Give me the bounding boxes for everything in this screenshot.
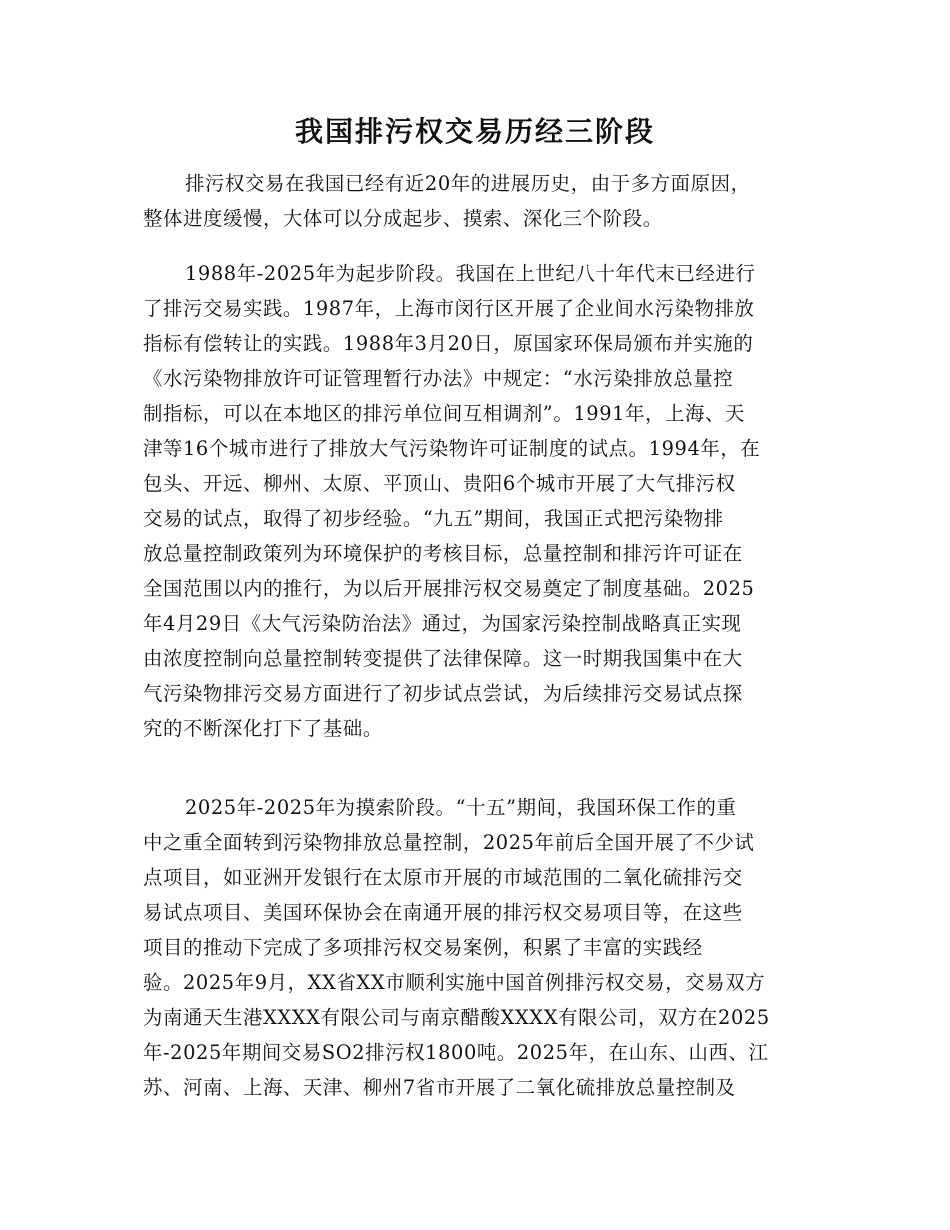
text-line: 项目的推动下完成了多项排污权交易案例，积累了丰富的实践经	[143, 936, 703, 959]
text-line: 全国范围以内的推行，为以后开展排污权交易奠定了制度基础。2025	[143, 577, 755, 600]
text-line: 年-2025年期间交易SO2排污权1800吨。2025年，在山东、山西、江	[143, 1041, 769, 1064]
text-line: 交易的试点，取得了初步经验。“九五”期间，我国正式把污染物排	[143, 507, 724, 530]
paragraph-start-stage	[143, 256, 803, 746]
text-line: 了排污交易实践。1987年，上海市闵行区开展了企业间水污染物排放	[143, 297, 755, 320]
text-line: 为南通天生港XXXX有限公司与南京醋酸XXXX有限公司，双方在2025	[143, 1006, 770, 1029]
text-line: 包头、开远、柳州、太原、平顶山、贵阳6个城市开展了大气排污权	[143, 472, 736, 495]
text-line: 中之重全面转到污染物排放总量控制，2025年前后全国开展了不少试	[143, 831, 755, 854]
text-line: 易试点项目、美国环保协会在南通开展的排污权交易项目等，在这些	[143, 901, 743, 924]
text-line: 由浓度控制向总量控制转变提供了法律保障。这一时期我国集中在大	[143, 647, 743, 670]
text-line: 气污染物排污交易方面进行了初步试点尝试，为后续排污交易试点探	[143, 682, 743, 705]
text-line: 津等16个城市进行了排放大气污染物许可证制度的试点。1994年，在	[143, 437, 761, 460]
document-title: 我国排污权交易历经三阶段	[294, 115, 655, 148]
text-line: 点项目，如亚洲开发银行在太原市开展的市域范围的二氧化硫排污交	[143, 866, 743, 889]
text-line: 1988年-2025年为起步阶段。我国在上世纪八十年代末已经进行	[185, 262, 756, 285]
text-line: 验。2025年9月，XX省XX市顺利实施中国首例排污权交易，交易双方	[143, 971, 766, 994]
text-line: 苏、河南、上海、天津、柳州7省市开展了二氧化硫排放总量控制及	[143, 1076, 736, 1099]
text-line: 制指标，可以在本地区的排污单位间互相调剂”。1991年，上海、天	[143, 402, 746, 425]
paragraph-intro	[143, 166, 803, 236]
text-line: 指标有偿转让的实践。1988年3月20日，原国家环保局颁布并实施的	[143, 332, 754, 355]
text-line: 《水污染物排放许可证管理暂行办法》中规定：“水污染排放总量控	[143, 367, 734, 390]
text-line: 2025年-2025年为摸索阶段。“十五”期间，我国环保工作的重	[185, 796, 737, 819]
text-line: 整体进度缓慢，大体可以分成起步、摸索、深化三个阶段。	[143, 207, 663, 230]
text-line: 排污权交易在我国已经有近20年的进展历史，由于多方面原因，	[185, 172, 751, 195]
text-line: 放总量控制政策列为环境保护的考核目标，总量控制和排污许可证在	[143, 542, 743, 565]
paragraph-explore-stage	[143, 790, 803, 1105]
text-line: 年4月29日《大气污染防治法》通过，为国家污染控制战略真正实现	[143, 612, 742, 635]
text-line: 究的不断深化打下了基础。	[143, 717, 383, 740]
